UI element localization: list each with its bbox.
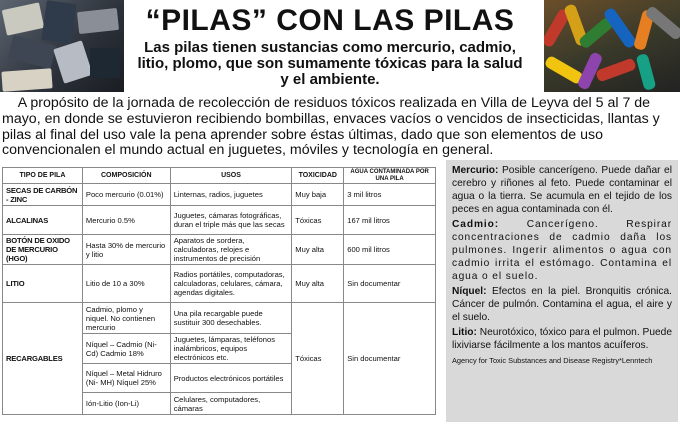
cell-composicion: Níquel – Cadmio (Ni-Cd) Cadmio 18% xyxy=(82,334,170,364)
toxic-effects-box xyxy=(446,160,678,422)
mercurio-text: Posible cancerígeno. Puede dañar el cerebro y riñones al feto. Puede contaminar el agua o la tierra. Se acumula en el tejido de los peces en agua contaminada con él. xyxy=(452,165,672,215)
page-title: “PILAS” CON LAS PILAS xyxy=(145,4,515,37)
cell-agua: 3 mil litros xyxy=(344,184,436,206)
table-row xyxy=(3,235,436,265)
header-agua: AGUA CONTAMINADA POR UNA PILA xyxy=(344,168,436,184)
cell-tipo: RECARGABLES xyxy=(3,303,83,415)
cadmio-text: Cancerígeno. Respirar concentraciones de cadmio daña los pulmones. Ingerir alimentos o agua con cadmio irrita el estómago. Contamina el agua o el suelo. xyxy=(452,219,672,282)
niquel-label: Níquel: xyxy=(452,286,487,297)
cell-agua: 167 mil litros xyxy=(344,206,436,235)
table-row xyxy=(3,206,436,235)
cell-tipo: LITIO xyxy=(3,265,83,303)
page-subtitle: Las pilas tienen sustancias como mercurio, cadmio, litio, plomo, que son sumamente tóxicas para la salud y el ambiente. xyxy=(137,39,523,88)
litio-text: Neurotóxico, tóxico para el pulmon. Puede lixiviarse fácilmente a los mantos acuíferos. xyxy=(452,327,672,351)
mercurio-note xyxy=(452,164,672,216)
cell-usos: Juguetes, cámaras fotográficas, duran el triple más que las secas xyxy=(170,206,292,235)
cell-usos: Juguetes, lámparas, teléfonos inalámbricos, equipos electrónicos etc. xyxy=(170,334,292,364)
niquel-note xyxy=(452,285,672,324)
cell-usos: Radios portátiles, computadoras, calculadoras, celulares, cámara, agendas digitales. xyxy=(170,265,292,303)
cell-composicion: Poco mercurio (0.01%) xyxy=(82,184,170,206)
mercurio-label: Mercurio: xyxy=(452,165,499,176)
niquel-text: Efectos en la piel. Bronquitis crónica. Cáncer de pulmón. Contamina el agua, el aire y el suelo. xyxy=(452,286,672,323)
cell-tipo: SECAS DE CARBÓN - ZINC xyxy=(3,184,83,206)
header-composicion: COMPOSICIÓN xyxy=(82,168,170,184)
cadmio-note xyxy=(452,218,672,283)
cell-composicion: Níquel – Metal Hidruro (Ni- MH) Níquel 25% xyxy=(82,364,170,393)
intro-text: A propósito de la jornada de recolección de residuos tóxicos realizada en Villa de Leyva del 5 al 7 de mayo, en donde se estuvieron recibiendo bombillas, envaces vacíos o vencidos de insecticidas, llantas y pilas al final del uso vale la pena aprender sobre éstas últimas, dado que son elementos de uso convencionalen el mundo actual en juguetes, móviles y tecnología en general. xyxy=(2,95,660,159)
table-header-row xyxy=(3,168,436,184)
cell-toxicidad: Tóxicas xyxy=(292,303,344,415)
batteries-table xyxy=(2,167,436,415)
cell-usos: Celulares, computadores, cámaras xyxy=(170,393,292,415)
cell-composicion: Hasta 30% de mercurio y litio xyxy=(82,235,170,265)
litio-note xyxy=(452,326,672,352)
intro-paragraph xyxy=(2,96,676,159)
cell-toxicidad: Tóxicas xyxy=(292,206,344,235)
cell-usos: Una pila recargable puede sustituir 300 desechables. xyxy=(170,303,292,334)
header-toxicidad: TOXICIDAD xyxy=(292,168,344,184)
table-row xyxy=(3,303,436,334)
source-credit: Agency for Toxic Substances and Disease Registry*Lenntech xyxy=(452,356,653,365)
table-row xyxy=(3,265,436,303)
batteries-photo-left xyxy=(0,0,124,92)
cell-toxicidad: Muy baja xyxy=(292,184,344,206)
litio-label: Litio: xyxy=(452,327,477,338)
cell-usos: Aparatos de sordera, calculadoras, relojes e instrumentos de precisión xyxy=(170,235,292,265)
cell-toxicidad: Muy alta xyxy=(292,265,344,303)
cell-agua: Sin documentar xyxy=(344,303,436,415)
cell-usos: Linternas, radios, juguetes xyxy=(170,184,292,206)
cell-composicion: Mercurio 0.5% xyxy=(82,206,170,235)
cell-agua: 600 mil litros xyxy=(344,235,436,265)
header-usos: USOS xyxy=(170,168,292,184)
cell-composicion: Cadmio, plomo y niquel. No contienen mercurio xyxy=(82,303,170,334)
cell-usos: Productos electrónicos portátiles xyxy=(170,364,292,393)
cadmio-label: Cadmio: xyxy=(452,219,500,230)
header-tipo: TIPO DE PILA xyxy=(3,168,83,184)
cell-agua: Sin documentar xyxy=(344,265,436,303)
cell-composicion: Ión-Litio (Ion-Li) xyxy=(82,393,170,415)
cell-composicion: Litio de 10 a 30% xyxy=(82,265,170,303)
cell-tipo: ALCALINAS xyxy=(3,206,83,235)
table-row xyxy=(3,184,436,206)
batteries-photo-right xyxy=(544,0,680,92)
cell-tipo: BOTÓN DE OXIDO DE MERCURIO (HGO) xyxy=(3,235,83,265)
cell-toxicidad: Muy alta xyxy=(292,235,344,265)
